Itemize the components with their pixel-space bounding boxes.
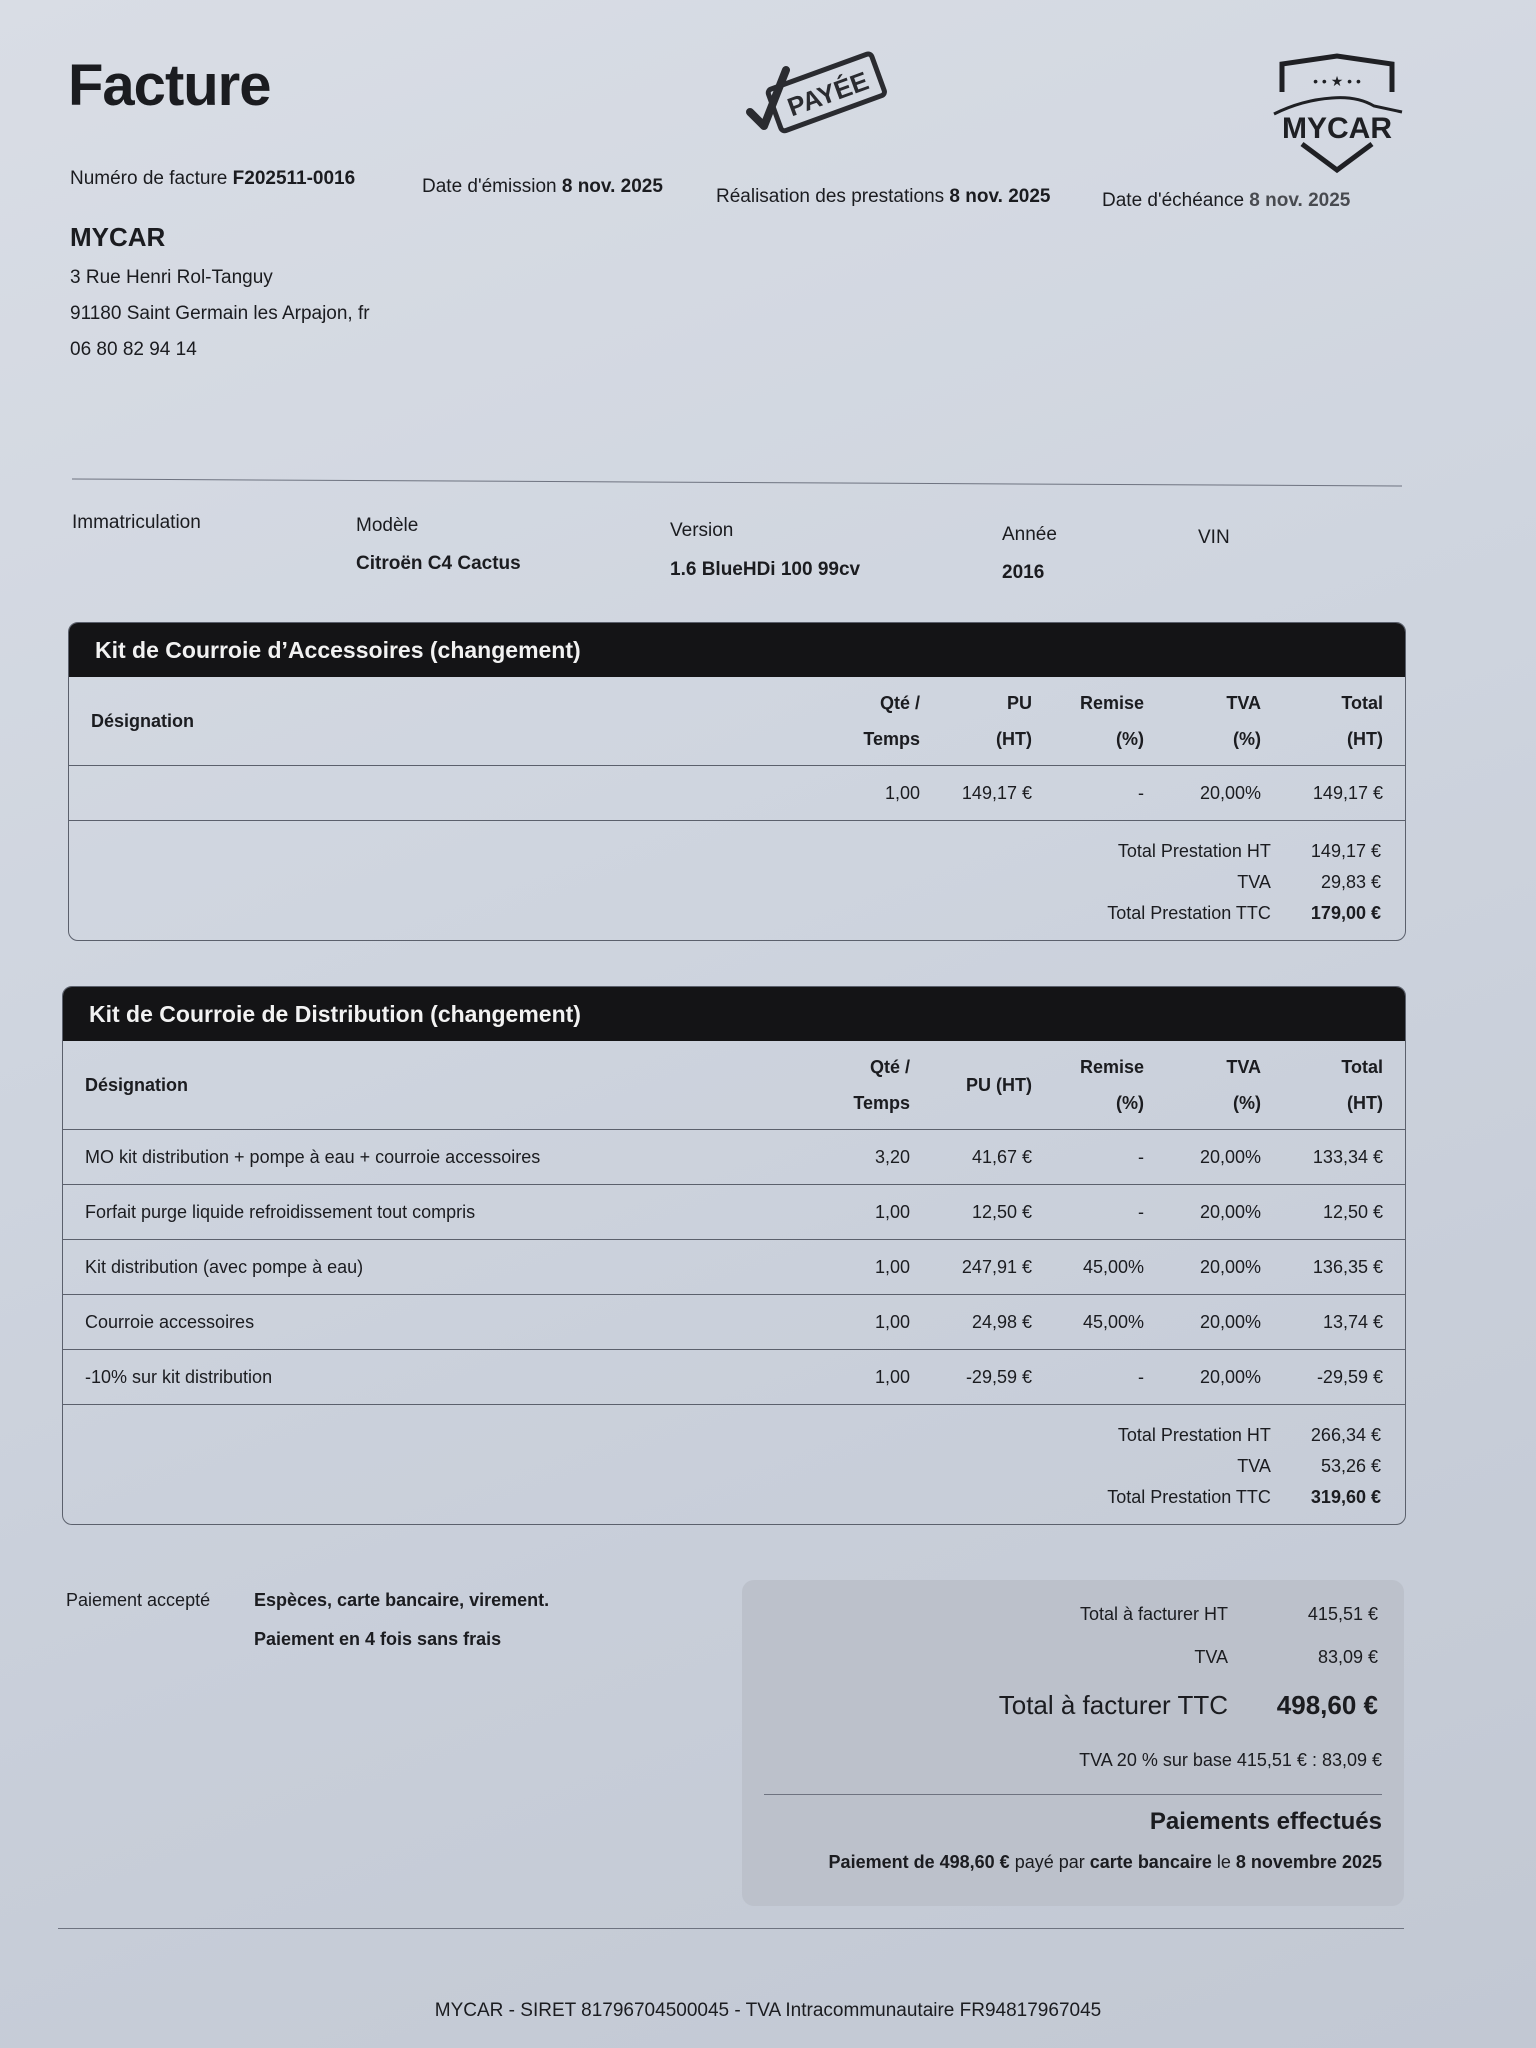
cell-qty: 1,00 — [800, 1295, 932, 1350]
cell-remise: 45,00% — [1054, 1240, 1166, 1295]
col-designation: Désignation — [85, 1075, 189, 1095]
table-row — [63, 1130, 1405, 1185]
plate-label: Immatriculation — [72, 512, 201, 533]
invoice-summary — [742, 1580, 1404, 1906]
version-label: Version — [670, 520, 734, 541]
col-remise: Remise (%) — [1079, 1057, 1144, 1113]
footer-legal: MYCAR - SIRET 81796704500045 - TVA Intracommunautaire FR94817967045 — [434, 2000, 1102, 2021]
cell-designation: Kit distribution (avec pompe à eau) — [63, 1240, 800, 1295]
tva-detail: TVA 20 % sur base 415,51 € : 83,09 € — [1079, 1750, 1382, 1770]
company-name: MYCAR — [70, 222, 166, 252]
cell-pu: 247,91 € — [932, 1240, 1054, 1295]
section-timing-belt — [62, 986, 1406, 1525]
col-qty: Qté / Temps — [863, 693, 920, 749]
mycar-logo — [1262, 52, 1412, 178]
vin-label: VIN — [1198, 527, 1230, 548]
col-qty: Qté / Temps — [853, 1057, 910, 1113]
summary-ht-label: Total à facturer HT — [1079, 1604, 1228, 1624]
total-ht-label: Total Prestation HT — [1117, 1425, 1271, 1445]
svg-text:MYCAR: MYCAR — [1282, 112, 1392, 145]
tva-value: 29,83 € — [1320, 872, 1381, 892]
cell-pu: 149,17 € — [942, 766, 1054, 821]
cell-total: 12,50 € — [1283, 1185, 1405, 1240]
total-ttc-label: Total Prestation TTC — [1107, 903, 1271, 923]
total-ttc-value: 319,60 € — [1310, 1487, 1381, 1507]
model-label: Modèle — [356, 515, 419, 536]
cell-designation: Forfait purge liquide refroidissement tout compris — [63, 1185, 800, 1240]
version-value: 1.6 BlueHDi 100 99cv — [670, 559, 861, 580]
cell-designation — [69, 766, 810, 821]
col-total: Total (HT) — [1341, 693, 1383, 749]
total-ttc-label: Total Prestation TTC — [1107, 1487, 1271, 1507]
tva-value: 53,26 € — [1320, 1456, 1381, 1476]
col-tva: TVA (%) — [1226, 693, 1261, 749]
cell-remise: - — [1054, 1350, 1166, 1405]
col-designation: Désignation — [91, 711, 195, 731]
svg-text:• • ★ • •: • • ★ • • — [1313, 73, 1361, 89]
cell-designation: MO kit distribution + pompe à eau + courroie accessoires — [63, 1130, 800, 1185]
invoice-number-value: F202511-0016 — [232, 168, 356, 189]
page-title: Facture — [68, 53, 271, 118]
section-totals-row — [63, 1405, 1405, 1525]
payment-accepted-methods: Espèces, carte bancaire, virement. — [254, 1590, 550, 1610]
tva-label: TVA — [1237, 1456, 1271, 1476]
issue-date-label: Date d'émission — [422, 176, 557, 197]
issue-date-value: 8 nov. 2025 — [561, 176, 663, 197]
section-accessory-belt — [68, 622, 1406, 941]
cell-tva: 20,00% — [1166, 1295, 1283, 1350]
invoice-number — [70, 168, 355, 190]
cell-pu: 24,98 € — [932, 1295, 1054, 1350]
table-header — [69, 677, 1405, 766]
cell-total: 13,74 € — [1283, 1295, 1405, 1350]
payment-installments: Paiement en 4 fois sans frais — [254, 1629, 502, 1649]
divider — [72, 479, 1402, 487]
table-row — [63, 1185, 1405, 1240]
summary-ht-value: 415,51 € — [1307, 1604, 1378, 1624]
cell-pu: -29,59 € — [932, 1350, 1054, 1405]
table-header — [63, 1041, 1405, 1130]
payment-terms — [66, 1590, 549, 1668]
section-title: Kit de Courroie d’Accessoires (changement) — [69, 623, 1405, 677]
summary-divider — [764, 1794, 1382, 1795]
cell-remise: 45,00% — [1054, 1295, 1166, 1350]
cell-tva: 20,00% — [1166, 1350, 1283, 1405]
table-row — [63, 1240, 1405, 1295]
cell-pu: 12,50 € — [932, 1185, 1054, 1240]
table-row — [69, 766, 1405, 821]
year-value: 2016 — [1002, 562, 1045, 583]
cell-designation: Courroie accessoires — [63, 1295, 800, 1350]
cell-total: 136,35 € — [1283, 1240, 1405, 1295]
total-ttc-value: 179,00 € — [1310, 903, 1381, 923]
cell-total: 133,34 € — [1283, 1130, 1405, 1185]
cell-qty: 1,00 — [800, 1185, 932, 1240]
payment-date: 8 novembre 2025 — [1235, 1852, 1382, 1872]
cell-qty: 1,00 — [800, 1240, 932, 1295]
table-row — [63, 1350, 1405, 1405]
due-date-value: 8 nov. 2025 — [1249, 190, 1351, 211]
payment-accepted-label: Paiement accepté — [66, 1590, 211, 1610]
summary-tva-label: TVA — [1194, 1647, 1228, 1667]
payment-record: Paiement de 498,60 € payé par carte bancaire le 8 novembre 2025 — [828, 1852, 1382, 1872]
payments-title: Paiements effectués — [1149, 1808, 1382, 1835]
cell-tva: 20,00% — [1166, 1185, 1283, 1240]
summary-ttc-value: 498,60 € — [1276, 1690, 1378, 1720]
cell-remise: - — [1054, 766, 1166, 821]
col-pu: PU (HT) — [996, 693, 1032, 749]
invoice-number-label: Numéro de facture — [70, 168, 228, 189]
col-tva: TVA (%) — [1226, 1057, 1261, 1113]
cell-designation: -10% sur kit distribution — [63, 1350, 800, 1405]
service-date-value: 8 nov. 2025 — [949, 186, 1051, 207]
cell-pu: 41,67 € — [932, 1130, 1054, 1185]
svg-text:PAYÉE: PAYÉE — [783, 65, 873, 123]
section-totals — [69, 821, 1405, 940]
tva-label: TVA — [1237, 872, 1271, 892]
cell-total: 149,17 € — [1283, 766, 1405, 821]
company-address-2: 91180 Saint Germain les Arpajon, fr — [70, 303, 370, 324]
company-address-1: 3 Rue Henri Rol-Tanguy — [70, 267, 273, 288]
section-totals-row — [69, 821, 1405, 941]
cell-tva: 20,00% — [1166, 766, 1283, 821]
service-date-label: Réalisation des prestations — [716, 186, 945, 207]
col-remise: Remise (%) — [1079, 693, 1144, 749]
footer-divider — [58, 1928, 1404, 1929]
cell-total: -29,59 € — [1283, 1350, 1405, 1405]
payment-amount: 498,60 € — [939, 1852, 1010, 1872]
section-title: Kit de Courroie de Distribution (changement) — [63, 987, 1405, 1041]
company-block — [70, 222, 370, 375]
issue-date — [422, 176, 663, 198]
paid-stamp — [742, 50, 892, 140]
due-date-label: Date d'échéance — [1102, 190, 1245, 211]
summary-ttc-label: Total à facturer TTC — [998, 1690, 1228, 1720]
payment-method: carte bancaire — [1089, 1852, 1212, 1872]
summary-tva-value: 83,09 € — [1317, 1647, 1378, 1667]
total-ht-value: 266,34 € — [1310, 1425, 1381, 1445]
due-date — [1102, 190, 1350, 212]
col-total: Total (HT) — [1341, 1057, 1383, 1113]
service-date — [716, 186, 1050, 208]
cell-qty: 3,20 — [800, 1130, 932, 1185]
company-phone: 06 80 82 94 14 — [70, 339, 197, 360]
cell-tva: 20,00% — [1166, 1240, 1283, 1295]
col-pu: PU (HT) — [966, 1075, 1032, 1095]
cell-remise: - — [1054, 1130, 1166, 1185]
table-row — [63, 1295, 1405, 1350]
section-totals — [63, 1405, 1405, 1524]
cell-tva: 20,00% — [1166, 1130, 1283, 1185]
cell-remise: - — [1054, 1185, 1166, 1240]
year-label: Année — [1002, 524, 1057, 545]
total-ht-label: Total Prestation HT — [1117, 841, 1271, 861]
line-items-table — [63, 1041, 1405, 1524]
line-items-table — [69, 677, 1405, 940]
cell-qty: 1,00 — [800, 1350, 932, 1405]
model-value: Citroën C4 Cactus — [356, 553, 521, 574]
cell-qty: 1,00 — [810, 766, 942, 821]
total-ht-value: 149,17 € — [1310, 841, 1381, 861]
